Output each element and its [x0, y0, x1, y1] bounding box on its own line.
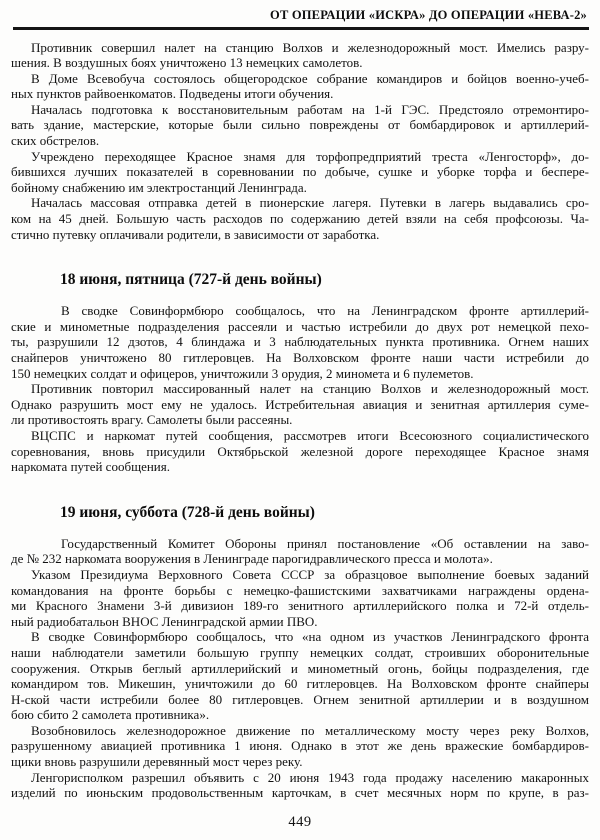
text-line: Учреждено переходящее Красное знамя для торфопредприятий треста «Ленгосторф», до- — [31, 148, 589, 164]
text-line: разрушенному авиацией противника 1 июня. Однако в этот же день вражеские бомбардиров- — [11, 738, 589, 754]
paragraph — [11, 381, 589, 428]
text-line: Ленгорисполком разрешил объявить с 20 июня 1943 года продажу населению макаронных — [31, 769, 589, 785]
paragraph — [11, 723, 589, 770]
text-line: стично путевку оплачивали родители, в зависимости от заработка. — [11, 226, 380, 242]
text-line: ком на 45 дней. Большую часть расходов по содержанию детей взяли на себя профсоюзы. Ча- — [11, 211, 589, 227]
page-number: 449 — [288, 813, 312, 830]
text-line: ных пунктов райвоенкоматов. Подведены итоги обучения. — [11, 86, 334, 102]
paragraph — [11, 102, 589, 149]
text-line: В сводке Совинформбюро сообщалось, что на Ленинградском фронте артиллерий- — [61, 303, 589, 319]
text-line: снайперов уничтожено 80 гитлеровцев. На Волховском фронте наши части истребили до — [11, 350, 589, 365]
paragraph — [11, 195, 589, 242]
text-line: ВЦСПС и наркомат путей сообщения, рассмотрев итоги Всесоюзного социалистического — [31, 427, 589, 443]
paragraph — [11, 770, 589, 801]
paragraph — [11, 303, 589, 381]
text-line: 150 немецких солдат и офицеров, уничтожили 3 орудия, 2 миномета и 6 пулеметов. — [11, 365, 474, 381]
text-line: ный радиобатальон ВНОС Ленинградской армии ПВО. — [11, 613, 318, 629]
text-line: Н-ской части истребили более 80 гитлеровцев. Огнем зенитной артиллерии и в воздушном — [11, 691, 589, 707]
text-line: ли противостоять врагу. Самолеты были рассеяны. — [11, 412, 293, 428]
text-line: бойному снабжению им электростанций Ленинграда. — [11, 179, 307, 195]
text-line: наркомата путей сообщения. — [11, 459, 170, 475]
text-line: изделий по июньским продовольственным карточкам, в счет месячных норм по крупе, в раз- — [11, 785, 589, 801]
text-line: ми Красного Знамени 3-й дивизион 189-го зенитного артиллерийского полка и 72-й отдель- — [11, 598, 589, 614]
text-line: де № 232 наркомата вооружения в Ленинграде парогидравлического пресса и молота». — [11, 551, 493, 567]
text-line: Противник повторил массированный налет на станцию Волхов и железнодорожный мост. — [31, 381, 589, 397]
text-line: В сводке Совинформбюро сообщалось, что «на одном из участков Ленинградского фронта — [31, 629, 589, 645]
text-line: бившихся лучших показателей в соревновании по добыче, сушке и уборке торфа и беспере- — [11, 164, 589, 180]
text-line: ских обстрелов. — [11, 133, 100, 149]
page-content — [11, 40, 589, 801]
text-line: вать здание, мастерские, которые были сильно повреждены от бомбардировок и артиллерий- — [11, 117, 589, 133]
paragraph — [11, 149, 589, 196]
text-line: Государственный Комитет Обороны принял постановление «Об оставлении на заво- — [61, 535, 589, 551]
header-rule — [13, 27, 589, 30]
day-heading: 18 июня, пятница (727-й день войны) — [60, 271, 322, 289]
text-line: В Доме Всевобуча состоялось общегородское собрание командиров и бойцов военно-учеб- — [31, 70, 589, 86]
text-line: наши наблюдатели заметили большую группу немецких солдат, строивших оборонительные — [11, 644, 589, 660]
paragraph — [11, 71, 589, 102]
running-head-title: ОТ ОПЕРАЦИИ «ИСКРА» ДО ОПЕРАЦИИ «НЕВА-2» — [270, 8, 587, 22]
text-line: Противник совершил налет на станцию Волхов и железнодорожный мост. Имелись разру- — [31, 39, 589, 55]
day-heading: 19 июня, суббота (728-й день войны) — [60, 503, 315, 521]
text-line: ские и минометные подразделения рассеяли и частью истребили до двух рот немецкой пехо- — [11, 318, 589, 334]
paragraph — [11, 567, 589, 629]
text-line: щики вновь разрушили деревянный мост через реку. — [11, 754, 303, 770]
page-footer — [11, 813, 589, 831]
paragraph — [11, 629, 589, 723]
text-line: командиром тов. Микешин, уничтожили до 60 гитлеровцев. На Волховском фронте снайперы — [11, 676, 589, 692]
text-line: бою сбито 2 самолета противника». — [11, 707, 210, 723]
text-line: ты, разрушили 12 дзотов, 4 блиндажа и 3 наблюдательных пункта противника. Огнем наших — [11, 334, 589, 350]
text-line: Однако разрушить мост ему не удалось. Истребительная авиация и зенитная артиллерия суме- — [11, 396, 589, 412]
text-line: Началась подготовка к восстановительным работам на 1-й ГЭС. Предстояло отремонтиро- — [31, 101, 589, 117]
page-header — [11, 8, 589, 30]
text-line: Указом Президиума Верховного Совета СССР за образцовое выполнение боевых заданий — [31, 566, 589, 582]
text-line: шения. В воздушных боях уничтожено 13 немецких самолетов. — [11, 55, 363, 71]
paragraph — [11, 40, 589, 71]
paragraph — [11, 536, 589, 567]
text-line: Возобновилось железнодорожное движение по металлическому мосту через реку Волхов, — [31, 722, 589, 738]
text-line: сооружения. Открыв беглый артиллерийский и минометный огонь, бойцы подразделения, где — [11, 660, 589, 676]
text-line: командования на фронте борьбы с немецко-фашистскими захватчиками награждены ордена- — [11, 582, 589, 598]
paragraph — [11, 428, 589, 475]
text-line: Началась массовая отправка детей в пионерские лагеря. Путевки в лагерь выдавались сро- — [31, 195, 589, 211]
text-line: соревнования, вновь присудили Октябрьской железной дороге переходящее Красное знамя — [11, 443, 589, 459]
